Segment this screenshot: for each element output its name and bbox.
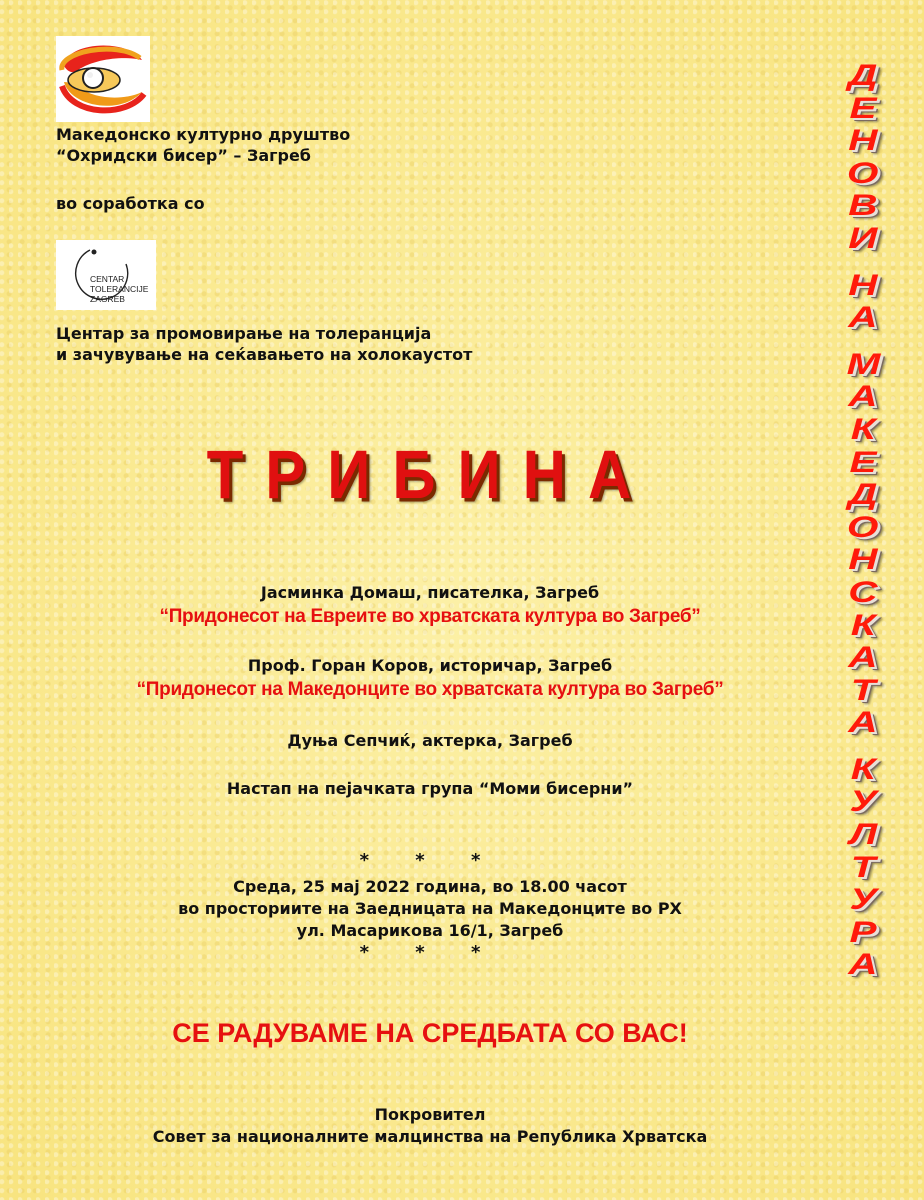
- organizer-line-2: “Охридски бисер” – Загреб: [56, 146, 311, 165]
- vertical-title-letter: К: [850, 608, 876, 642]
- separator-top: * * *: [359, 850, 501, 871]
- vertical-title-letter: А: [848, 641, 878, 675]
- vertical-title-letter: К: [850, 412, 876, 446]
- vertical-title-letter: У: [849, 883, 877, 917]
- vertical-title-letter: О: [847, 156, 879, 190]
- patron-name: Совет за националните малцинства на Република Хрватска: [152, 1127, 708, 1146]
- event-venue: во просториите на Заедницата на Македонците во РХ: [178, 899, 682, 918]
- vertical-title-letter: Д: [848, 478, 878, 512]
- vertical-title-letter: М: [846, 347, 880, 381]
- performance-line: Настап на пејачката група “Моми бисерни”: [226, 779, 634, 798]
- partner-line-2: и зачувување на сеќавањето на холокаустот: [56, 345, 473, 364]
- vertical-title-word: [847, 59, 879, 256]
- vertical-title-letter: Е: [849, 445, 877, 479]
- event-title: ТРИБИНА: [206, 435, 654, 514]
- patron-block: [0, 1104, 860, 1148]
- vertical-title-letter: Н: [848, 124, 878, 158]
- vertical-title-letter: О: [847, 510, 879, 544]
- pearl-shell-logo: [56, 36, 150, 122]
- event-address: ул. Масарикова 16/1, Загреб: [296, 921, 564, 940]
- patron-label: Покровител: [374, 1105, 486, 1124]
- partner-logo-line-2: TOLERANCIJE: [90, 284, 149, 294]
- vertical-title-letter: Н: [848, 543, 878, 577]
- vertical-title: [818, 60, 908, 1120]
- vertical-title-letter: А: [848, 380, 878, 414]
- vertical-title-letter: В: [848, 189, 878, 223]
- vertical-title-letter: Н: [848, 268, 878, 302]
- vertical-title-letter: С: [848, 575, 878, 609]
- partner-name: [56, 323, 472, 365]
- partner-line-1: Центар за промовирање на толеранција: [56, 324, 432, 343]
- vertical-title-letter: Д: [848, 59, 878, 92]
- organizer-name: [56, 124, 350, 166]
- vertical-title-word: [846, 347, 880, 740]
- vertical-title-letter: Т: [850, 673, 876, 707]
- vertical-title-letter: К: [850, 752, 876, 786]
- speaker-1-name: Јасминка Домаш, писателка, Загреб: [260, 583, 600, 602]
- separator-bottom: * * *: [359, 942, 501, 963]
- welcome-message: СЕ РАДУВАМЕ НА СРЕДБАТА СО ВАС!: [172, 1018, 688, 1048]
- partner-logo-line-3: ZAGREB: [90, 294, 125, 304]
- organizer-line-1: Македонско културно друштво: [56, 125, 351, 144]
- vertical-title-letter: Л: [849, 818, 877, 852]
- vertical-title-word: [848, 268, 878, 335]
- partner-logo-line-1: CENTAR: [90, 274, 125, 284]
- speaker-2-name: Проф. Горан Коров, историчар, Загреб: [247, 656, 613, 675]
- event-date-time: Среда, 25 мај 2022 година, во 18.00 часот: [233, 877, 627, 896]
- event-details: [0, 876, 860, 942]
- vertical-title-letter: И: [848, 221, 878, 255]
- cooperation-label: во соработка со: [56, 194, 205, 213]
- vertical-title-word: [848, 752, 878, 982]
- centar-tolerancije-logo: [56, 240, 156, 310]
- speaker-1-talk: “Придонесот на Евреите во хрватската култура во Загреб”: [159, 606, 701, 627]
- speaker-2-talk: “Придонесот на Македонците во хрватската култура во Загреб”: [136, 679, 724, 700]
- vertical-title-letter: У: [849, 785, 877, 819]
- vertical-title-letter: Е: [849, 91, 877, 125]
- vertical-title-letter: Р: [849, 915, 877, 949]
- speaker-3-name: Дуња Сепчиќ, актерка, Загреб: [287, 731, 573, 750]
- vertical-title-letter: А: [848, 948, 878, 982]
- vertical-title-letter: А: [848, 706, 878, 740]
- vertical-title-letter: А: [848, 301, 878, 335]
- vertical-title-letter: Т: [850, 850, 876, 884]
